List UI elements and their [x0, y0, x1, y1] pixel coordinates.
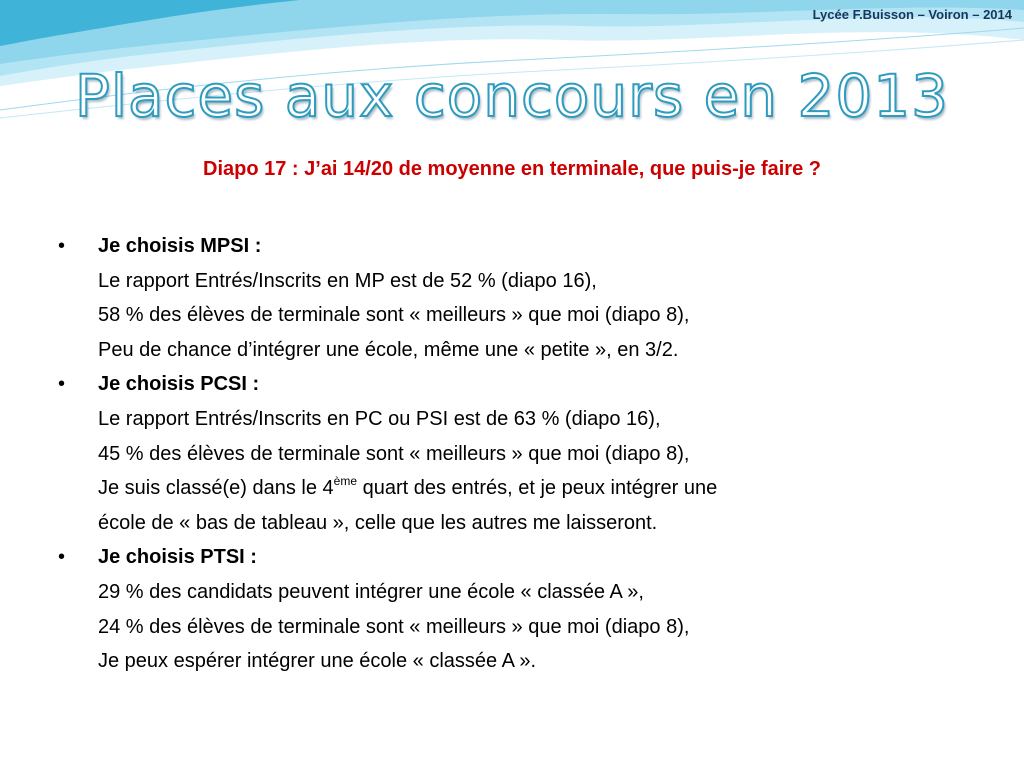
item-title: Je choisis MPSI :: [98, 235, 262, 257]
page-title: Places aux concours en 2013: [74, 62, 950, 130]
rank-superscript: ème: [333, 474, 358, 489]
rank-before: Je suis classé(e) dans le 4: [98, 477, 334, 500]
item-line-rank: [98, 471, 988, 506]
bullet-icon: •: [58, 546, 66, 569]
item-title: Je choisis PCSI :: [98, 373, 260, 396]
bullet-item-mpsi: [58, 229, 988, 367]
bullet-item-ptsi: [58, 540, 988, 678]
item-line: Le rapport Entrés/Inscrits en PC ou PSI est de 63 % (diapo 16),: [98, 407, 661, 430]
item-line: 24 % des élèves de terminale sont « meilleurs » que moi (diapo 8),: [98, 615, 690, 638]
rank-after: quart des entrés, et je peux intégrer une: [357, 477, 718, 500]
item-line: 29 % des candidats peuvent intégrer une école « classée A »,: [98, 580, 644, 603]
bullet-item-pcsi: [58, 367, 988, 540]
item-line: Peu de chance d’intégrer une école, même une « petite », en 3/2.: [98, 338, 679, 361]
item-line: école de « bas de tableau », celle que les autres me laisseront.: [98, 511, 658, 534]
item-title: Je choisis PTSI :: [98, 546, 257, 569]
item-line: 58 % des élèves de terminale sont « meilleurs » que moi (diapo 8),: [98, 304, 690, 327]
item-line: Le rapport Entrés/Inscrits en MP est de 52 % (diapo 16),: [98, 269, 597, 292]
item-line: 45 % des élèves de terminale sont « meilleurs » que moi (diapo 8),: [98, 442, 690, 465]
bullet-icon: •: [58, 373, 66, 396]
bullet-icon: •: [58, 235, 66, 257]
slide-subtitle: Diapo 17 : J’ai 14/20 de moyenne en terminale, que puis-je faire ?: [203, 158, 821, 180]
bullet-list: [58, 229, 988, 679]
item-line: Je peux espérer intégrer une école « classée A ».: [98, 650, 537, 673]
header-text: Lycée F.Buisson – Voiron – 2014: [812, 7, 1012, 22]
